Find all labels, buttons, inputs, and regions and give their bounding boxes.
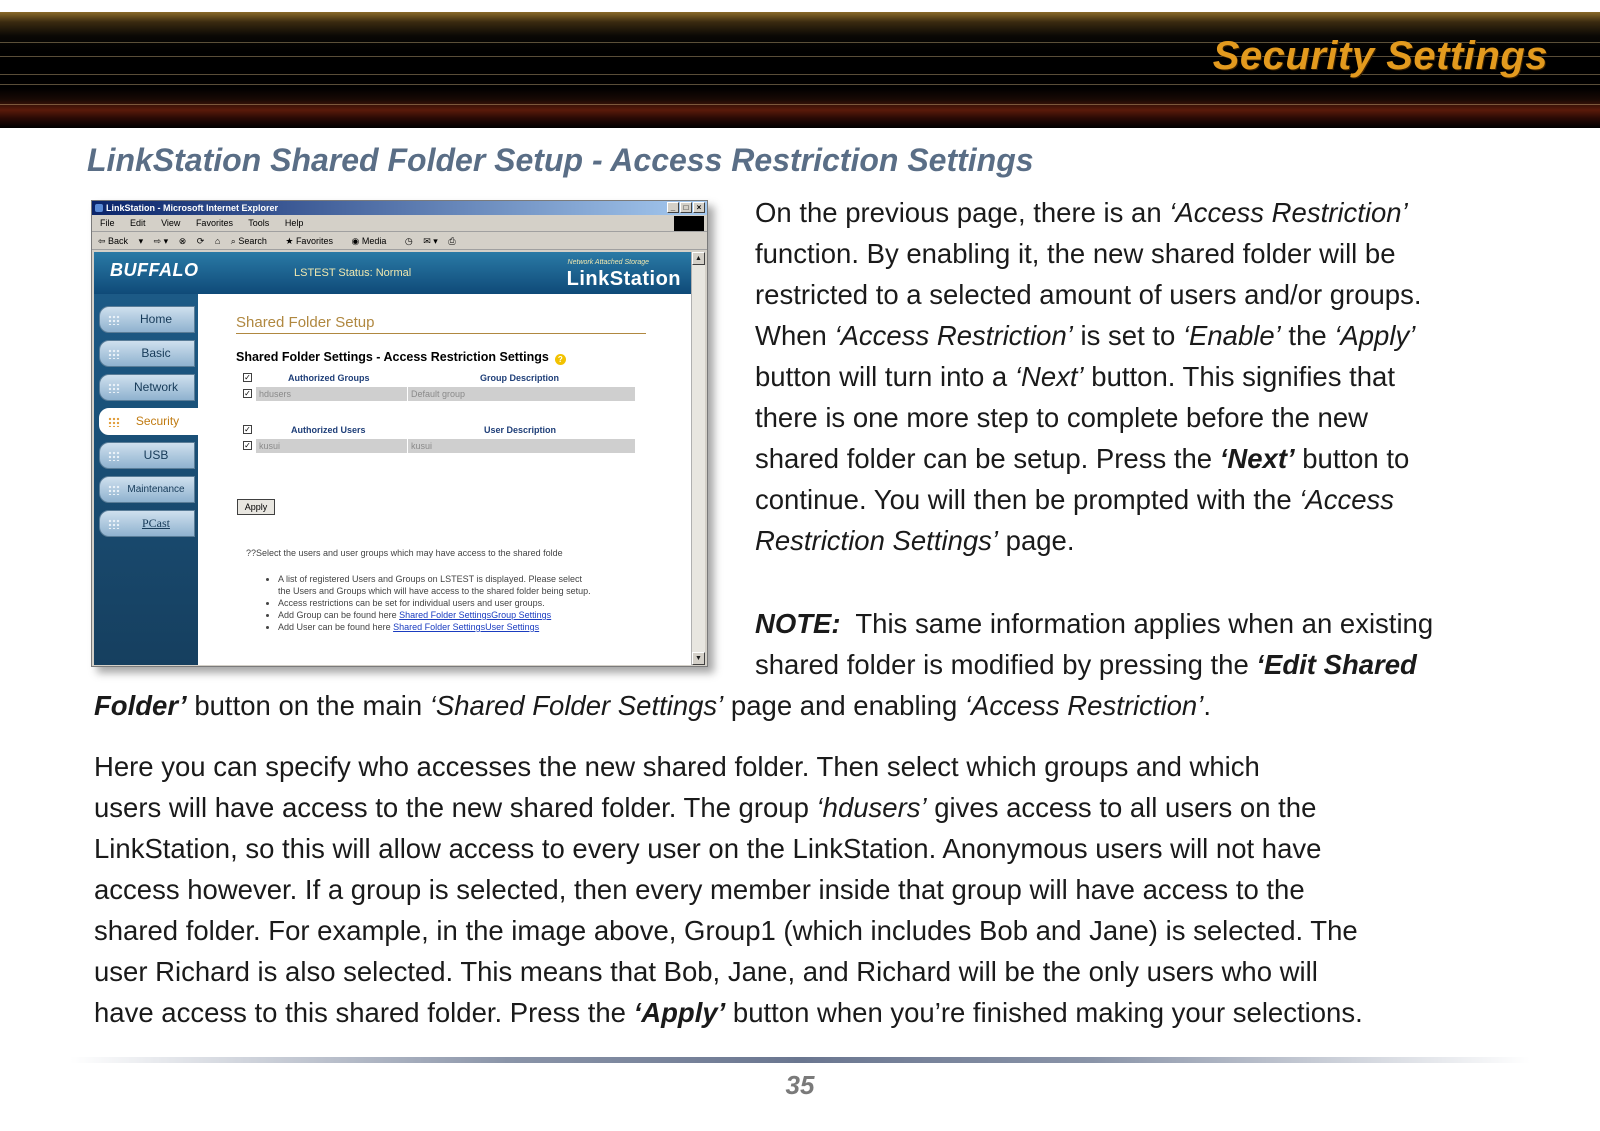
select-all-users-checkbox[interactable]: ✓ [244, 425, 251, 434]
help-text: ??Select the users and user groups which may have access to the shared folde [246, 548, 563, 558]
nav-network[interactable]: Network [99, 374, 195, 401]
grid-icon [108, 383, 120, 393]
window-title: LinkStation - Microsoft Internet Explorer [106, 203, 279, 213]
scroll-up-icon[interactable]: ▲ [692, 252, 705, 265]
print-icon[interactable]: ⎙ [448, 236, 456, 246]
grid-icon [108, 417, 120, 427]
page-number: 35 [785, 1070, 815, 1100]
browser-toolbar [92, 232, 707, 250]
group-description-header: Group Description [480, 373, 560, 383]
stop-icon[interactable]: ⊗ [178, 236, 187, 246]
refresh-icon[interactable]: ⟳ [196, 236, 205, 246]
list-item: • Access restrictions can be set for individual users and user groups. [278, 597, 678, 609]
forward-icon[interactable]: ⇨ ▾ [153, 236, 169, 246]
ie-icon [95, 204, 103, 212]
grid-icon [108, 315, 120, 325]
menu-file[interactable]: File [100, 218, 115, 228]
note-label: NOTE: [755, 608, 841, 639]
list-item: the Users and Groups which will have access to the shared folder being setup. [278, 586, 591, 596]
nav-pcast[interactable]: PCast [99, 510, 195, 537]
help-bullets [278, 573, 678, 633]
vertical-scrollbar[interactable] [691, 252, 705, 665]
authorized-users-header: Authorized Users [291, 425, 366, 435]
nas-caption: Network Attached Storage [567, 259, 649, 266]
user-description-header: User Description [484, 425, 557, 435]
page-banner [0, 12, 1600, 128]
banner-title: Security Settings [1212, 34, 1548, 78]
authorized-groups-header: Authorized Groups [288, 373, 370, 383]
grid-icon [108, 349, 120, 359]
list-item: • A list of registered Users and Groups on LSTEST is displayed. Please select [278, 573, 678, 585]
list-item: • Add User can be found here Shared Folder SettingsUser Settings [278, 621, 678, 633]
search-button[interactable]: ⌕ Search [230, 236, 267, 246]
user-desc-cell: kusui [408, 439, 636, 453]
linkstation-logo: LinkStation [566, 268, 681, 290]
buffalo-logo: BUFFALO [110, 260, 199, 280]
user-name-cell: kusui [256, 439, 408, 453]
linkstation-main [198, 294, 691, 665]
apply-button[interactable]: Apply [237, 499, 275, 515]
user-settings-link[interactable]: Shared Folder SettingsUser Settings [393, 622, 540, 632]
menu-favorites[interactable]: Favorites [195, 218, 233, 228]
list-item: • Add Group can be found here Shared Folder SettingsGroup Settings [278, 609, 678, 621]
group-name-cell: hdusers [256, 387, 408, 401]
nav-basic[interactable]: Basic [99, 340, 195, 367]
linkstation-header [94, 252, 691, 294]
explanation-paragraph: Here you can specify who accesses the new shared folder. Then select which groups and which users will have access to the new shared folder. The group ‘hdusers’ gives access to all users on the LinkStation, so this will allow access to every user on the LinkStation. Anonymous users will not have access however. If a group is selected, then every member inside that group will have access to the shared folder. For example, in the image above, Group1 (which includes Bob and Jane) is selected. The user Richard is also selected. This means that Bob, Jane, and Richard will be the only users who will have access to this shared folder. Press the ‘Apply’ button when you’re finished making your selections. [94, 751, 1363, 1028]
history-icon[interactable]: ◷ [404, 236, 413, 246]
nav-security[interactable]: Security [99, 408, 198, 435]
group-checkbox[interactable]: ✓ [244, 389, 251, 398]
device-status: LSTEST Status: Normal [294, 267, 412, 279]
menu-tools[interactable]: Tools [248, 218, 270, 228]
close-icon[interactable]: × [693, 202, 705, 213]
minimize-icon[interactable]: _ [667, 202, 679, 213]
group-desc-cell: Default group [408, 387, 636, 401]
select-all-groups-checkbox[interactable]: ✓ [244, 373, 251, 382]
menu-bar [92, 215, 707, 232]
media-button[interactable]: ◉ Media [351, 236, 387, 246]
menu-view[interactable]: View [161, 218, 181, 228]
browser-screenshot [91, 200, 708, 667]
window-titlebar [92, 201, 707, 215]
windows-logo-icon [674, 216, 704, 231]
section-heading: LinkStation Shared Folder Setup - Access Restriction Settings [87, 142, 1034, 178]
help-icon[interactable]: ? [555, 354, 566, 365]
menu-help[interactable]: Help [284, 218, 304, 228]
nav-usb[interactable]: USB [99, 442, 195, 469]
nav-home[interactable]: Home [99, 306, 195, 333]
note-paragraph-continued: Folder’ button on the main ‘Shared Folder Settings’ page and enabling ‘Access Restriction’. [94, 690, 1211, 721]
intro-paragraph: On the previous page, there is an ‘Access Restriction’ function. By enabling it, the new shared folder will be restricted to a selected amount of users and/or groups. When ‘Access Restriction’ is set to ‘Enable’ the ‘Apply’ button will turn into a ‘Next’ button. This signifies that there is one more step to complete before the new shared folder can be setup. Press the ‘Next’ button to continue. You will then be prompted with the ‘Access Restriction Settings’ page. [755, 197, 1422, 556]
group-settings-link[interactable]: Shared Folder SettingsGroup Settings [399, 610, 552, 620]
home-icon[interactable]: ⌂ [214, 236, 221, 246]
favorites-button[interactable]: ★ Favorites [285, 236, 333, 246]
mail-icon[interactable]: ✉ ▾ [423, 236, 438, 246]
grid-icon [108, 485, 120, 495]
browser-viewport [94, 252, 691, 665]
page-title: Shared Folder Setup [236, 314, 375, 331]
title-divider [236, 333, 646, 334]
back-button[interactable]: ⇦ Back ▾ [98, 236, 144, 246]
menu-edit[interactable]: Edit [130, 218, 146, 228]
scroll-down-icon[interactable]: ▼ [692, 652, 705, 665]
footer-divider [70, 1057, 1530, 1063]
maximize-icon[interactable]: □ [680, 202, 692, 213]
grid-icon [108, 451, 120, 461]
user-checkbox[interactable]: ✓ [244, 441, 251, 450]
grid-icon [108, 519, 120, 529]
settings-subtitle: Shared Folder Settings - Access Restriction Settings ? [236, 350, 566, 365]
nav-maintenance[interactable]: Maintenance [99, 476, 195, 503]
note-paragraph: NOTE: This same information applies when an existing shared folder is modified by pressing the ‘Edit Shared [755, 608, 1434, 680]
linkstation-sidebar [94, 294, 198, 665]
